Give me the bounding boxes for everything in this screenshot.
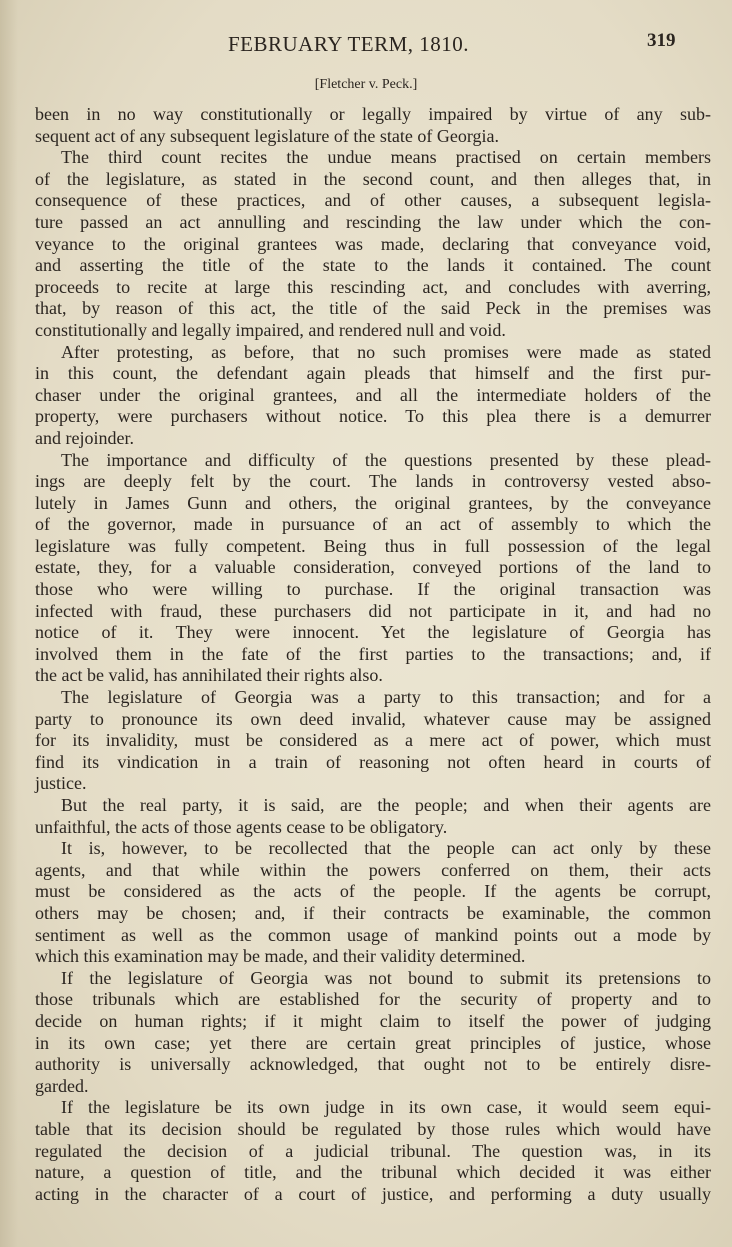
text-line: lutely in James Gunn and others, the original grantees, by the conveyance xyxy=(35,492,711,513)
text-line: The third count recites the undue means practised on certain members xyxy=(61,147,711,168)
text-line: consequence of these practices, and of other causes, a subsequent legisla- xyxy=(35,190,711,211)
text-line: table that its decision should be regulated by those rules which would have xyxy=(35,1118,711,1139)
running-title: FEBRUARY TERM, 1810. xyxy=(228,32,470,56)
text-line: property, were purchasers without notice. To this plea there is a demurrer xyxy=(35,406,711,427)
text-line: sequent act of any subsequent legislature of the state of Georgia. xyxy=(35,125,500,146)
page-header xyxy=(0,32,732,62)
text-line: acting in the character of a court of justice, and performing a duty usually xyxy=(35,1183,711,1204)
text-line: party to pronounce its own deed invalid, whatever cause may be assigned xyxy=(35,708,711,729)
text-line: agents, and that while within the powers conferred on them, their acts xyxy=(35,859,711,880)
case-name: [Fletcher v. Peck.] xyxy=(314,77,418,92)
body-text xyxy=(35,104,711,1205)
text-line: for its invalidity, must be considered as a mere act of power, which must xyxy=(35,730,711,751)
text-line: The legislature of Georgia was a party to this transaction; and for a xyxy=(61,687,711,708)
text-line: notice of it. They were innocent. Yet the legislature of Georgia has xyxy=(35,622,711,643)
text-line: After protesting, as before, that no such promises were made as stated xyxy=(61,341,711,362)
text-line: It is, however, to be recollected that the people can act only by these xyxy=(61,838,711,859)
text-line: been in no way constitutionally or legally impaired by virtue of any sub- xyxy=(35,104,711,124)
text-line: sentiment as well as the common usage of mankind points out a mode by xyxy=(35,924,711,945)
text-line: must be considered as the acts of the people. If the agents be corrupt, xyxy=(35,881,711,902)
text-line: The importance and difficulty of the questions presented by these plead- xyxy=(61,449,711,470)
text-line: infected with fraud, these purchasers did not participate in it, and had no xyxy=(35,600,711,621)
text-line: estate, they, for a valuable consideration, conveyed portions of the land to xyxy=(35,557,711,578)
text-line: those who were willing to purchase. If the original transaction was xyxy=(35,579,711,600)
text-line: unfaithful, the acts of those agents cease to be obligatory. xyxy=(35,816,448,837)
text-line: legislature was fully competent. Being thus in full possession of the legal xyxy=(35,535,711,556)
text-line: find its vindication in a train of reasoning not often heard in courts of xyxy=(35,751,711,772)
text-line: veyance to the original grantees was made, declaring that conveyance void, xyxy=(35,233,711,254)
text-line: chaser under the original grantees, and all the intermediate holders of the xyxy=(35,384,711,405)
text-line: and asserting the title of the state to the lands it contained. The count xyxy=(35,255,711,276)
text-line: in this count, the defendant again pleads that himself and the first pur- xyxy=(35,363,711,384)
text-line: the act be valid, has annihilated their rights also. xyxy=(35,665,383,686)
text-line: which this examination may be made, and their validity determined. xyxy=(35,946,526,967)
text-line: nature, a question of title, and the tribunal which decided it was either xyxy=(35,1162,711,1183)
text-line: ture passed an act annulling and rescinding the law under which the con- xyxy=(35,211,711,232)
text-line: If the legislature be its own judge in its own case, it would seem equi- xyxy=(61,1097,711,1118)
text-line: others may be chosen; and, if their contracts be examinable, the common xyxy=(35,902,711,923)
text-line: constitutionally and legally impaired, and rendered null and void. xyxy=(35,319,506,340)
text-line: ings are deeply felt by the court. The lands in controversy vested abso- xyxy=(35,471,711,492)
text-line: decide on human rights; if it might claim to itself the power of judging xyxy=(35,1010,711,1031)
text-line: in its own case; yet there are certain great principles of justice, whose xyxy=(35,1032,711,1053)
page-number: 319 xyxy=(647,30,676,51)
text-line: of the governor, made in pursuance of an act of assembly to which the xyxy=(35,514,711,535)
text-line: regulated the decision of a judicial tribunal. The question was, in its xyxy=(35,1140,711,1161)
text-line: But the real party, it is said, are the people; and when their agents are xyxy=(61,795,711,815)
text-line: garded. xyxy=(35,1075,89,1096)
text-line: those tribunals which are established for the security of property and to xyxy=(35,989,711,1010)
text-line: that, by reason of this act, the title of the said Peck in the premises was xyxy=(35,298,711,319)
text-line: justice. xyxy=(35,773,87,794)
text-line: and rejoinder. xyxy=(35,427,134,448)
text-line: authority is universally acknowledged, that ought not to be entirely disre- xyxy=(35,1054,711,1075)
text-line: involved them in the fate of the first parties to the transactions; and, if xyxy=(35,643,711,664)
text-line: proceeds to recite at large this rescinding act, and concludes with averring, xyxy=(35,276,711,297)
page-gutter-shadow xyxy=(0,0,18,1247)
text-line: of the legislature, as stated in the second count, and then alleges that, in xyxy=(35,168,711,189)
text-line: If the legislature of Georgia was not bound to submit its pretensions to xyxy=(61,967,711,988)
